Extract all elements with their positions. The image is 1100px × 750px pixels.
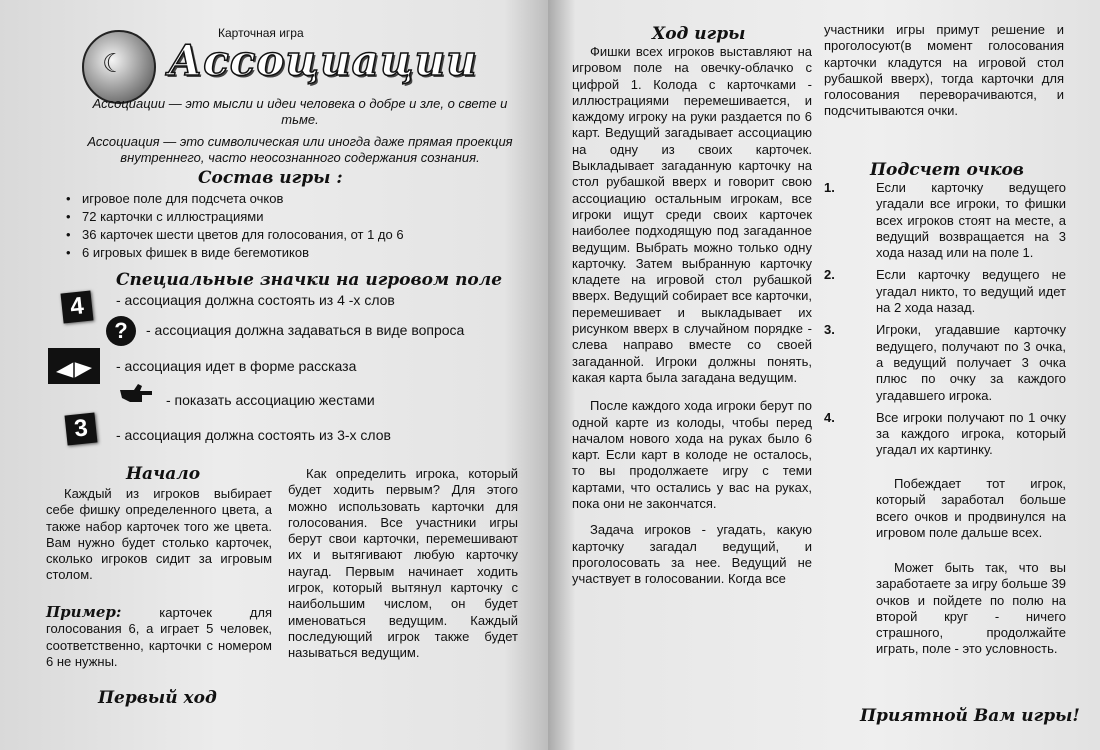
move-title: Ход игры: [652, 24, 746, 44]
intro-text: [80, 96, 520, 166]
question-mark-icon: ?: [106, 316, 136, 346]
list-item: • игровое поле для подсчета очков: [66, 190, 526, 208]
sign-description: - ассоциация идет в форме рассказа: [116, 358, 357, 374]
sign-description: - ассоциация должна задаваться в виде вопроса: [146, 322, 465, 338]
start-title: Начало: [126, 464, 201, 484]
example-body: карточек для голосования 6, а играет 5 человек, соответственно, карточки с номером 6 не нужны.: [46, 605, 272, 669]
list-item: • 36 карточек шести цветов для голосования, от 1 до 6: [66, 226, 526, 244]
composition-title: Состав игры :: [198, 168, 343, 188]
item-text: Если карточку ведущего не угадал никто, то ведущий идет на 2 хода назад.: [876, 267, 1066, 316]
first-move-title: Первый ход: [98, 688, 217, 708]
item-text: Игроки, угадавшие карточку ведущего, получают по 3 очка, а ведущий получает 3 очка плюс по очку за каждого угадавшего игрока.: [876, 322, 1066, 403]
item-text: Если карточку ведущего угадали все игроки, то фишки всех игроков стоят на месте, а ведущий возвращается на 3 хода назад или на поле 1.: [876, 180, 1066, 261]
item-number: 2.: [824, 267, 835, 283]
scoring-list: [824, 180, 1066, 465]
list-item: [824, 267, 1066, 316]
note-text: Может быть так, что вы заработаете за игру больше 39 очков и пойдете по полю на второй круг - ничего страшного, продолжайте играть, поле - это условность.: [876, 560, 1066, 657]
list-item: • 72 карточки с иллюстрациями: [66, 208, 526, 226]
list-item: [824, 322, 1066, 403]
digit-3-icon: 3: [65, 413, 98, 446]
pointing-hand-icon: [118, 380, 154, 406]
composition-list: [66, 190, 526, 262]
start-text: Каждый из игроков выбирает себе фишку определенного цвета, а также набор карточек того же цвета. Вам нужно будет столько карточек, сколько игроков сидит за игровым столом.: [46, 486, 272, 583]
right-page: [548, 0, 1100, 750]
intro-paragraph: Ассоциации — это мысли и идеи человека о добре и зле, о свете и тьме.: [92, 96, 508, 127]
special-signs-title: Специальные значки на игровом поле: [116, 270, 503, 290]
intro-paragraph: Ассоциация — это символическая или иногда даже прямая проекция внутреннего, часто неосознанного содержания сознания.: [87, 134, 513, 165]
item-number: 4.: [824, 409, 835, 425]
sign-description: - ассоциация должна состоять из 3-х слов: [116, 427, 391, 443]
coin-logo-icon: ☾: [82, 30, 156, 104]
winner-text: Побеждает тот игрок, который заработал больше всего очков и продвинулся на игровом поле дальше всех.: [876, 476, 1066, 540]
sign-description: - показать ассоциацию жестами: [166, 392, 375, 408]
sign-description: - ассоциация должна состоять из 4 -х слов: [116, 292, 395, 308]
logo-title: Ассоциации: [168, 36, 478, 85]
example-text: [46, 604, 272, 670]
left-page: [0, 0, 548, 750]
move-paragraph: Задача игроков - угадать, какую карточку загадал ведущий, и проголосовать за нее. Ведущий не участвует в голосовании. Когда все: [572, 522, 812, 587]
logo-subtitle: Карточная игра: [218, 26, 304, 40]
item-text: Все игроки получают по 1 очку за каждого игрока, который угадал их картинку.: [876, 409, 1066, 458]
list-item: • 6 игровых фишек в виде бегемотиков: [66, 244, 526, 262]
digit-4-icon: 4: [61, 291, 94, 324]
closing-text: Приятной Вам игры!: [860, 706, 1080, 726]
move-column: [572, 44, 812, 588]
scoring-title: Подсчет очков: [870, 160, 1024, 180]
move-paragraph: После каждого хода игроки берут по одной карте из колоды, чтобы перед началом нового хода на руках было 6 карт. Если карт в колоде не осталось, то вы продолжаете игру с теми картами, что остались у вас на руках, пока они не закончатся.: [572, 398, 812, 512]
voting-continuation: участники игры примут решение и проголосуют(в момент голосования карточки кладутся на игровой стол рубашкой вверх), тогда карточки для голосования переворачиваются, и подсчитываются очки.: [824, 22, 1064, 119]
list-item: [824, 410, 1066, 459]
move-paragraph: Фишки всех игроков выставляют на игровом поле на овечку-облачко с цифрой 1. Колода с карточками - иллюстрациями перемешивается, и каждому игроку на руки раздается по 6 карт. Ведущий загадывает ассоциацию на одну из своих карточек. Выкладывает загаданную карточку на стол рубашкой вверх и говорит свою ассоциацию остальным игрокам, все игроки ищут среди своих карточек наиболее подходящую под загаданное ведущим. Выбрать можно только одну карточку. Затем выбранную карточку кладете на игровой стол рубашкой вверх. Ведущий собирает все карточки, перемешивает и выкладывает их рисунком вверх в случайном порядке - слева направо вместе со своей загаданной. Игроки должны понять, какая карта была загадана ведущим.: [572, 44, 812, 385]
list-item: [824, 180, 1066, 261]
item-number: 3.: [824, 322, 835, 338]
item-number: 1.: [824, 180, 835, 195]
example-label: Пример:: [46, 603, 122, 621]
book-icon: [48, 348, 100, 384]
who-first-text: Как определить игрока, который будет ходить первым? Для этого можно использовать карточки для голосования. Все участники игры берут свои карточки, перемешивают их и вытягивают любую карточку наугад. Первым начинает ходить игрок, который вытянул карточку с наибольшим числом, он будет именоваться ведущим. Каждый последующий игрок также будет называться ведущим.: [288, 466, 518, 661]
